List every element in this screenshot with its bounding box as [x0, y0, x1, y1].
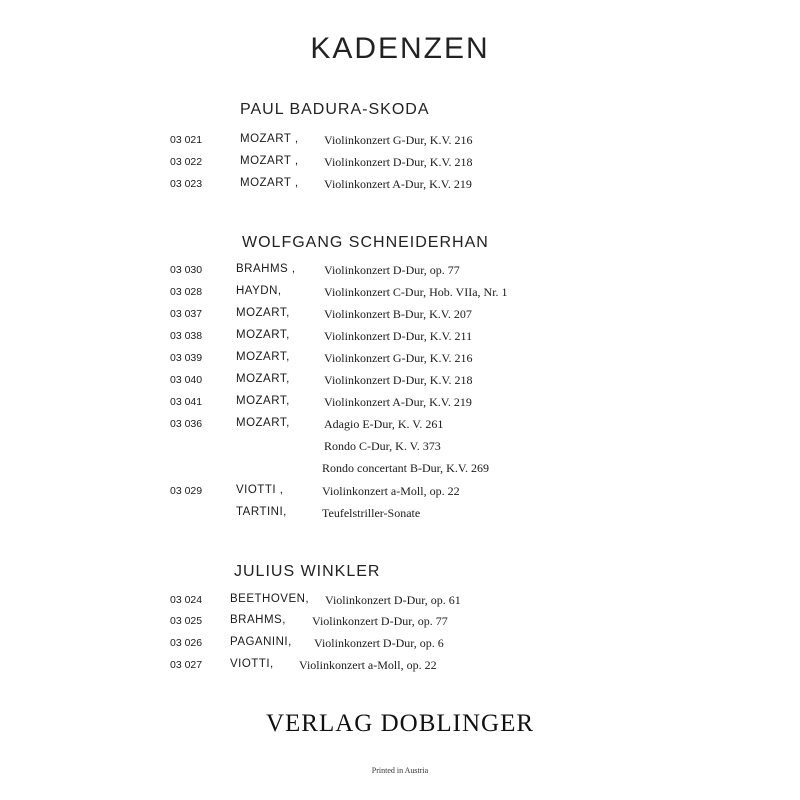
catalog-number: 03 028 [170, 286, 203, 298]
composer: TARTINI, [236, 506, 287, 518]
composer: VIOTTI , [236, 484, 284, 496]
printed-note: Printed in Austria [371, 766, 429, 775]
composer: MOZART, [236, 417, 290, 429]
composer: MOZART , [240, 155, 299, 167]
work-title: Violinkonzert D-Dur, K.V. 211 [324, 329, 473, 343]
section-heading-badura-skoda: PAUL BADURA-SKODA [240, 101, 430, 118]
composer: MOZART, [236, 395, 290, 407]
catalog-number: 03 027 [170, 659, 203, 671]
catalog-number: 03 024 [170, 594, 203, 606]
catalog-number: 03 041 [170, 396, 203, 408]
catalog-number: 03 037 [170, 308, 203, 320]
catalog-number: 03 038 [170, 330, 203, 342]
catalog-number: 03 040 [170, 374, 203, 386]
composer: MOZART, [236, 373, 290, 385]
work-title: Violinkonzert D-Dur, op. 6 [314, 636, 444, 650]
composer: MOZART, [236, 351, 290, 363]
work-title: Violinkonzert D-Dur, K.V. 218 [324, 155, 473, 169]
composer: BRAHMS, [230, 614, 286, 626]
catalog-number: 03 021 [170, 134, 203, 146]
catalog-number: 03 039 [170, 352, 203, 364]
catalog-number: 03 030 [170, 264, 203, 276]
work-title: Teufelstriller-Sonate [322, 506, 421, 520]
work-title: Adagio E-Dur, K. V. 261 [324, 417, 444, 431]
work-title: Violinkonzert D-Dur, op. 61 [325, 593, 461, 607]
catalog-number: 03 023 [170, 178, 203, 190]
catalog-number: 03 022 [170, 156, 203, 168]
composer: MOZART , [240, 133, 299, 145]
publisher-name: VERLAG DOBLINGER [265, 710, 535, 737]
section-heading-winkler: JULIUS WINKLER [234, 563, 381, 580]
composer: BRAHMS , [236, 263, 296, 275]
catalog-number: 03 026 [170, 637, 203, 649]
work-title: Violinkonzert A-Dur, K.V. 219 [324, 177, 472, 191]
composer: BEETHOVEN, [230, 593, 310, 605]
work-title: Violinkonzert a-Moll, op. 22 [299, 658, 437, 672]
catalog-number: 03 029 [170, 485, 203, 497]
work-title: Violinkonzert D-Dur, op. 77 [312, 614, 448, 628]
work-title: Violinkonzert a-Moll, op. 22 [322, 484, 460, 498]
page-title: KADENZEN [310, 32, 490, 65]
catalog-number: 03 025 [170, 615, 203, 627]
work-title: Rondo concertant B-Dur, K.V. 269 [322, 461, 489, 475]
work-title: Rondo C-Dur, K. V. 373 [324, 439, 441, 453]
work-title: Violinkonzert G-Dur, K.V. 216 [324, 133, 473, 147]
composer: MOZART , [240, 177, 299, 189]
work-title: Violinkonzert A-Dur, K.V. 219 [324, 395, 472, 409]
work-title: Violinkonzert G-Dur, K.V. 216 [324, 351, 473, 365]
catalog-number: 03 036 [170, 418, 203, 430]
work-title: Violinkonzert B-Dur, K.V. 207 [324, 307, 472, 321]
composer: PAGANINI, [230, 636, 292, 648]
composer: MOZART, [236, 329, 290, 341]
section-heading-schneiderhan: WOLFGANG SCHNEIDERHAN [242, 234, 489, 251]
composer: HAYDN, [236, 285, 282, 297]
composer: MOZART, [236, 307, 290, 319]
work-title: Violinkonzert D-Dur, K.V. 218 [324, 373, 473, 387]
work-title: Violinkonzert D-Dur, op. 77 [324, 263, 460, 277]
composer: VIOTTI, [230, 658, 274, 670]
work-title: Violinkonzert C-Dur, Hob. VIIa, Nr. 1 [324, 285, 508, 299]
